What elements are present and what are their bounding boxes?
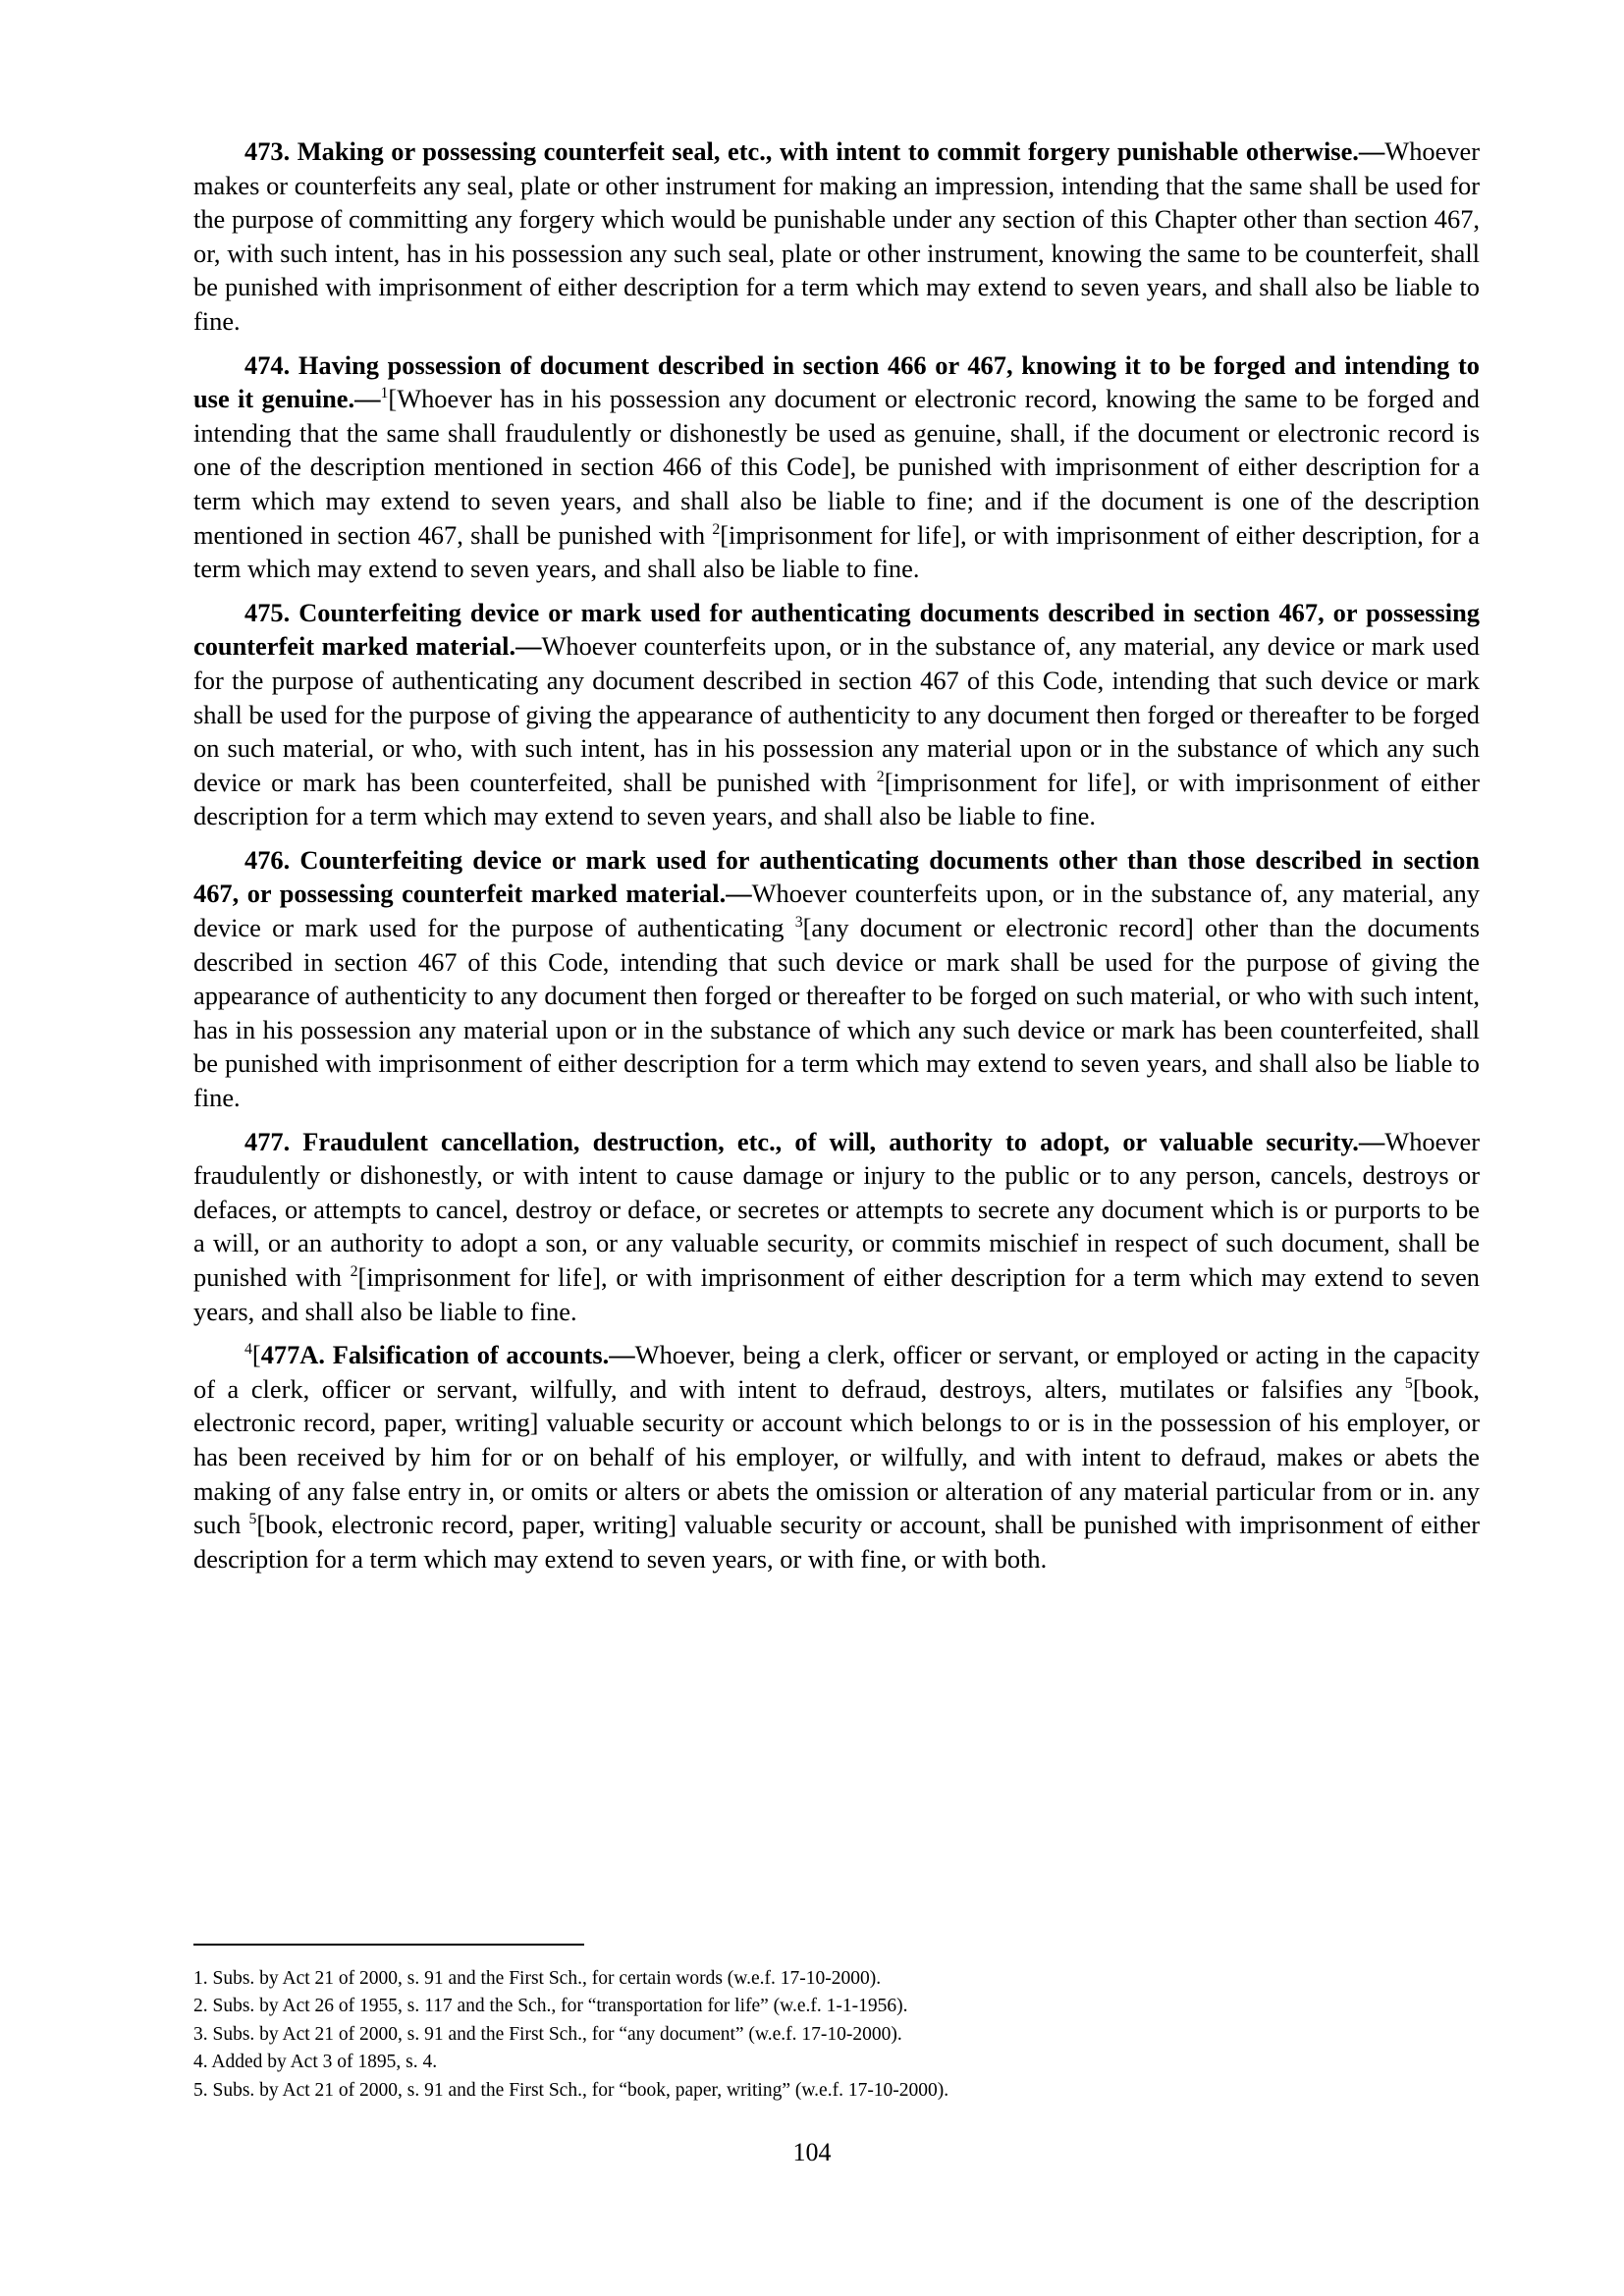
heading-dash: .—: [509, 631, 542, 662]
footnote-ref: 2: [712, 520, 721, 538]
section-heading: 477. Fraudulent cancellation, destruction, etc., of will, authority to adopt, or valuable security: [244, 1126, 1353, 1156]
footnote-divider: [193, 1944, 584, 1946]
section-text: [imprisonment for life], or with imprisonment of either description, for a term which may extend to seven years, and shall also be liable to fine.: [193, 519, 1480, 584]
footnote-3: 3. Subs. by Act 21 of 2000, s. 91 and the First Sch., for “any document” (w.e.f. 17-10-2000).: [193, 2023, 902, 2045]
section-text: Whoever counterfeits upon, or in the substance of, any material, any device or mark used for the purpose of authenticating any document described in section 467 of this Code, intending that such device or mark shall be used for the purpose of giving the appearance of authenticity to any document then forged or thereafter to be forged on such material, or who, with such intent, has in his possession any material upon or in the substance of which any such device or mark has been counterfeited, shall be punished with: [193, 631, 1480, 797]
section-heading: 473. Making or possessing counterfeit seal, etc., with intent to commit forgery punishable otherwise.: [244, 136, 1359, 166]
footnote-ref: 1: [380, 385, 389, 402]
heading-dash: .—: [602, 1340, 635, 1370]
section-text: Whoever makes or counterfeits any seal, plate or other instrument for making an impression, intending that the same shall be used for the purpose of committing any forgery which would be punishable under any section of this Chapter other than section 467, or, with such intent, has in his possession any such seal, plate or other instrument, knowing the same to be counterfeit, shall be punished with imprisonment of either description for a term which may extend to seven years, and shall also be liable to fine.: [193, 136, 1480, 336]
document-body: [193, 134, 1480, 1585]
section-text: [any document or electronic record] other than the documents described in section 467 of this Code, intending that such device or mark shall be used for the purpose of giving the appearance of authenticity to any document then forged or thereafter to be forged on such material, or who with such intent, has in his possession any material upon or in the substance of which any such device or mark has been counterfeited, shall be punished with imprisonment of either description for a term which may extend to seven years, and shall also be liable to fine.: [193, 913, 1480, 1113]
section-text: [imprisonment for life], or with imprisonment of either description for a term which may extend to seven years, and shall also be liable to fine.: [193, 1262, 1480, 1326]
footnote-ref: 2: [350, 1263, 358, 1281]
heading-dash: .—: [719, 879, 752, 909]
footnote-ref: 4: [244, 1341, 252, 1359]
section-text: [imprisonment for life], or with imprisonment of either description for a term which may extend to seven years, and shall also be liable to fine.: [193, 767, 1481, 831]
section-473: [193, 134, 1480, 339]
section-text: Whoever fraudulently or dishonestly, or with intent to cause damage or injury to the public or to any person, cancels, destroys or defaces, or attempts to cancel, destroy or deface, or secretes or attempts to secrete any document which is or purports to be a will, or an authority to adopt a son, or any valuable security, or commits mischief in respect of such document, shall be punished with: [193, 1126, 1480, 1292]
footnote-ref: 3: [794, 914, 803, 932]
section-heading: 475. Counterfeiting device or mark used for authenticating documents described in section 467, or possessing counterfeit marked material: [193, 597, 1480, 662]
footnote-1: 1. Subs. by Act 21 of 2000, s. 91 and the First Sch., for certain words (w.e.f. 17-10-2000).: [193, 1968, 882, 1989]
footnote-2: 2. Subs. by Act 26 of 1955, s. 117 and the Sch., for “transportation for life” (w.e.f. 1-1-1956).: [193, 1996, 908, 2017]
section-heading: 474. Having possession of document described in section 466 or 467, knowing it to be forged and intending to use it genuine: [193, 349, 1480, 414]
footnote-5: 5. Subs. by Act 21 of 2000, s. 91 and the First Sch., for “book, paper, writing” (w.e.f. 17-10-2000).: [193, 2079, 949, 2101]
section-heading: 477A. Falsification of accounts: [260, 1340, 603, 1370]
footnotes: [193, 1965, 1480, 2105]
heading-dash: .—: [348, 384, 381, 414]
footnote-ref: 5: [1404, 1374, 1413, 1392]
section-text: [book, electronic record, paper, writing] valuable security or account, shall be punished with imprisonment of either description for a term which may extend to seven years, or with fine, or with both.: [193, 1510, 1480, 1574]
heading-dash: .—: [1352, 1126, 1385, 1156]
footnote-4: 4. Added by Act 3 of 1895, s. 4.: [193, 2052, 438, 2073]
section-474: [193, 348, 1480, 586]
section-text: [book, electronic record, paper, writing] valuable security or account which belongs to or is in the possession of his employer, or has been received by him for or on behalf of his employer, or wilfully, and with intent to defraud, makes or abets the making of any false entry in, or omits or alters or abets the omission or alteration of any material particular from or in. any such: [193, 1373, 1480, 1540]
page-number: 104: [792, 2138, 832, 2166]
section-text: [Whoever has in his possession any document or electronic record, knowing the same to be forged and intending that the same shall fraudulently or dishonestly be used as genuine, shall, if the document or electronic record is one of the description mentioned in section 466 of this Code], be punished with imprisonment of either description for a term which may extend to seven years, and shall also be liable to fine; and if the document is one of the description mentioned in section 467, shall be punished with: [193, 384, 1480, 550]
section-text: Whoever counterfeits upon, or in the substance of, any material, any device or mark used for the purpose of authenticating: [193, 879, 1481, 943]
section-477: [193, 1125, 1480, 1329]
section-476: [193, 843, 1480, 1115]
section-text: Whoever, being a clerk, officer or servant, or employed or acting in the capacity of a clerk, officer or servant, wilfully, and with intent to defraud, destroys, alters, mutilates or falsifies any: [193, 1340, 1480, 1404]
footnote-ref: 2: [876, 768, 885, 785]
section-477a: $^4$[477A. Falsification of accounts.—Whoever, being a clerk, officer or servant, or employed or acting in the capacity of a clerk, officer or servant, wilfully, and with intent to defraud, destroys, alters, mutilates or falsifies any $^5$[book, electronic record, paper, writing] valuable security or account which belongs to or is in the possession of his employer, or has been received by him for or on behalf of his employer, or wilfully, and with intent to defraud, makes or abets the making of any false entry in, or omits or alters or abets the omission or alteration of any material particular from or in. any such $^5$[book, electronic record, paper, writing] valuable security or account, shall be punished with imprisonment of either description for a term which may extend to seven years, or with fine, or with both.: [193, 1340, 1480, 1574]
heading-dash: —: [1358, 136, 1385, 166]
section-475: [193, 596, 1480, 833]
footnote-ref: 5: [248, 1511, 257, 1528]
section-heading: 476. Counterfeiting device or mark used for authenticating documents other than those described in section 467, or possessing counterfeit marked material: [193, 844, 1480, 909]
